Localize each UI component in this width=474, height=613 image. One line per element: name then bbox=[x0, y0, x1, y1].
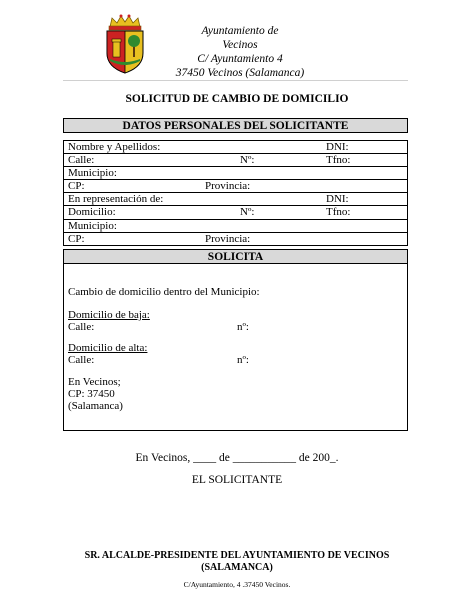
alta-street-label: Calle: bbox=[68, 354, 95, 366]
footer-address: C/Ayuntamiento, 4 .37450 Vecinos. bbox=[183, 580, 291, 589]
alta-label: Domicilio de alta: bbox=[68, 342, 148, 354]
field-label: Calle: bbox=[68, 154, 95, 167]
request-intro: Cambio de domicilio dentro del Municipio: bbox=[68, 286, 260, 298]
date-line: En Vecinos, ____ de ___________ de 200_. bbox=[135, 452, 339, 464]
table-row bbox=[64, 233, 407, 246]
table-row bbox=[64, 154, 407, 167]
alta-number-label: nº: bbox=[237, 354, 249, 366]
header-line-2: Vecinos bbox=[222, 39, 258, 51]
field-label: Provincia: bbox=[205, 232, 251, 245]
header-divider bbox=[63, 80, 408, 81]
field-label: Municipio: bbox=[68, 219, 117, 232]
field-label: DNI: bbox=[326, 141, 349, 153]
baja-number-label: nº: bbox=[237, 321, 249, 333]
field-label: Provincia: bbox=[205, 180, 251, 193]
place-line-1: En Vecinos; bbox=[68, 376, 121, 388]
place-line-2: CP: 37450 bbox=[68, 388, 115, 400]
table-row bbox=[64, 180, 407, 193]
header-line-3: C/ Ayuntamiento 4 bbox=[197, 53, 283, 65]
table-row bbox=[64, 167, 407, 180]
personal-data-table bbox=[63, 140, 408, 246]
field-label: Nº: bbox=[240, 206, 255, 219]
municipality-header bbox=[160, 24, 320, 80]
field-label: Domicilio: bbox=[68, 206, 116, 219]
document-title: SOLICITUD DE CAMBIO DE DOMICILIO bbox=[125, 93, 349, 105]
table-row bbox=[64, 206, 407, 219]
header-line-1: Ayuntamiento de bbox=[201, 25, 279, 37]
field-label: DNI: bbox=[326, 193, 349, 206]
request-box bbox=[63, 263, 408, 431]
field-label: Nombre y Apellidos: bbox=[68, 141, 161, 153]
table-row bbox=[64, 141, 407, 154]
municipal-crest-logo bbox=[102, 13, 148, 77]
table-row bbox=[64, 193, 407, 206]
addressee-line-2: (SALAMANCA) bbox=[201, 562, 273, 573]
addressee bbox=[0, 550, 474, 574]
baja-street-label: Calle: bbox=[68, 321, 95, 333]
field-label: En representación de: bbox=[68, 193, 164, 206]
place-line-3: (Salamanca) bbox=[68, 400, 123, 412]
personal-data-heading: DATOS PERSONALES DEL SOLICITANTE bbox=[63, 118, 408, 133]
table-row bbox=[64, 220, 407, 233]
signature-label: EL SOLICITANTE bbox=[191, 474, 283, 486]
field-label: CP: bbox=[68, 232, 85, 245]
header-line-4: 37450 Vecinos (Salamanca) bbox=[175, 67, 305, 79]
field-label: CP: bbox=[68, 180, 85, 193]
request-heading: SOLICITA bbox=[63, 249, 408, 264]
addressee-line-1: SR. ALCALDE-PRESIDENTE DEL AYUNTAMIENTO DE VECINOS bbox=[84, 550, 390, 561]
field-label: Municipio: bbox=[68, 167, 117, 180]
baja-label: Domicilio de baja: bbox=[68, 309, 150, 321]
field-label: Nº: bbox=[240, 154, 255, 167]
field-label: Tfno: bbox=[326, 206, 351, 219]
field-label: Tfno: bbox=[326, 154, 351, 167]
